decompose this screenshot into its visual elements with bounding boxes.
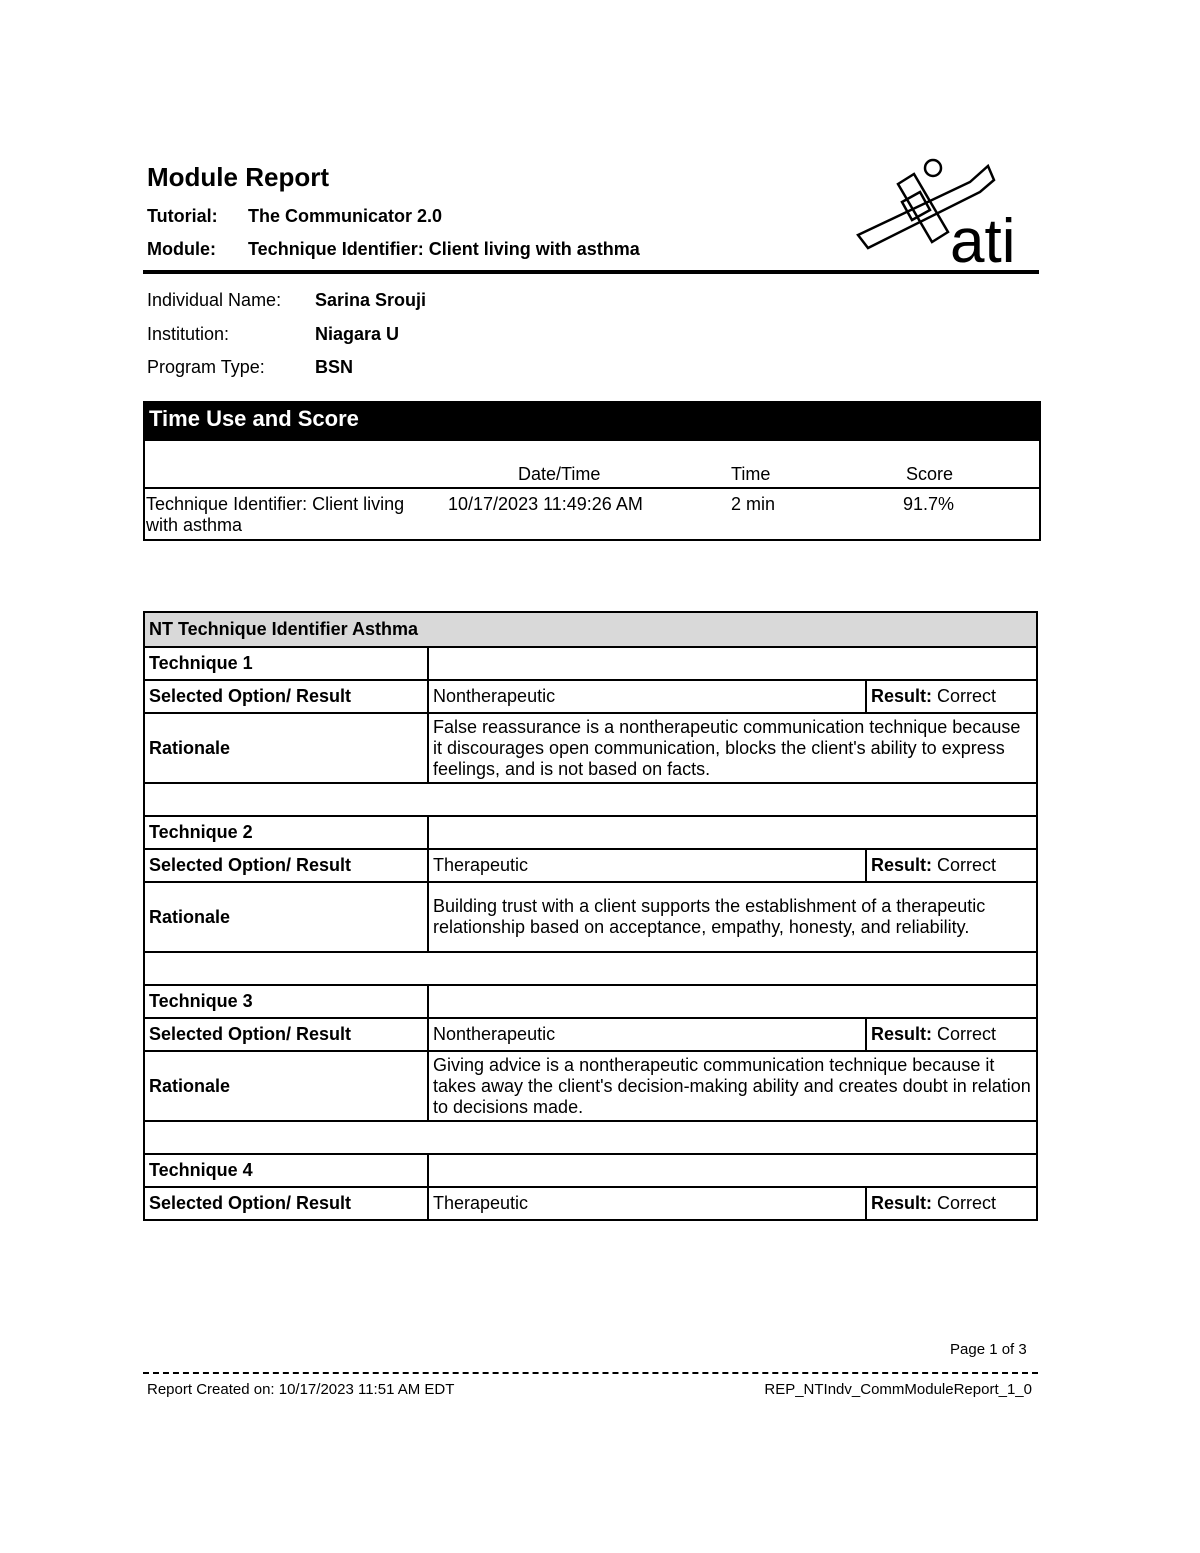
rationale-text: Building trust with a client supports the establishment of a therapeutic relationship based on acceptance, empathy, honesty, and reliability. <box>428 882 1037 952</box>
spacer-row <box>144 952 1037 985</box>
technique-table <box>143 611 1038 1221</box>
result-label: Result: <box>871 1193 933 1213</box>
selected-option-label: Selected Option/ Result <box>144 680 428 713</box>
result-value: Correct <box>937 1024 997 1044</box>
selected-option-label: Selected Option/ Result <box>144 849 428 882</box>
time-header: Time <box>731 464 771 484</box>
module-row <box>147 239 640 260</box>
result-label: Result: <box>871 686 933 706</box>
footer-divider <box>143 1372 1038 1374</box>
page-number: Page 1 of 3 <box>950 1341 1027 1358</box>
name-label: Individual Name: <box>147 290 282 310</box>
result-cell <box>866 1187 1037 1220</box>
spacer-row <box>144 1121 1037 1154</box>
rationale-label: Rationale <box>144 882 428 952</box>
time-use-title: Time Use and Score <box>143 401 1041 441</box>
spacer-row <box>144 783 1037 816</box>
rationale-text: False reassurance is a nontherapeutic communication technique because it discourages open communication, blocks the client's ability to express feelings, and is not based on facts. <box>428 713 1037 783</box>
technique-label: Technique 1 <box>144 647 428 680</box>
technique-label: Technique 2 <box>144 816 428 849</box>
result-value: Correct <box>937 855 997 875</box>
time-use-time: 2 min <box>731 494 776 514</box>
time-use-datetime: 10/17/2023 11:49:26 AM <box>448 494 643 514</box>
name-row <box>147 290 426 311</box>
result-value: Correct <box>937 686 997 706</box>
selected-option-label: Selected Option/ Result <box>144 1018 428 1051</box>
selected-option-label: Selected Option/ Result <box>144 1187 428 1220</box>
rationale-label: Rationale <box>144 713 428 783</box>
technique-table-title: NT Technique Identifier Asthma <box>144 612 1037 647</box>
report-id: REP_NTIndv_CommModuleReport_1_0 <box>764 1381 1032 1398</box>
page-title: Module Report <box>147 162 329 192</box>
module-label: Module: <box>147 239 216 259</box>
program-row <box>147 357 353 378</box>
technique-empty-cell <box>428 985 1037 1018</box>
technique-label: Technique 3 <box>144 985 428 1018</box>
time-use-score: 91.7% <box>903 494 955 514</box>
name-value: Sarina Srouji <box>315 290 427 310</box>
technique-empty-cell <box>428 816 1037 849</box>
result-cell <box>866 1018 1037 1051</box>
tutorial-row <box>147 206 442 227</box>
program-value: BSN <box>315 357 354 377</box>
ati-logo <box>850 150 1040 268</box>
selected-option-value: Nontherapeutic <box>428 680 866 713</box>
result-value: Correct <box>937 1193 997 1213</box>
institution-value: Niagara U <box>315 324 400 344</box>
result-label: Result: <box>871 1024 933 1044</box>
time-use-header-divider <box>143 487 1041 489</box>
technique-label: Technique 4 <box>144 1154 428 1187</box>
rationale-text: Giving advice is a nontherapeutic communication technique because it takes away the client's decision-making ability and creates doubt in relation to decisions made. <box>428 1051 1037 1121</box>
module-value: Technique Identifier: Client living with asthma <box>248 239 640 259</box>
tutorial-label: Tutorial: <box>147 206 218 226</box>
institution-row <box>147 324 399 345</box>
logo-text: ati <box>950 207 1016 268</box>
datetime-header: Date/Time <box>518 464 601 484</box>
institution-label: Institution: <box>147 324 230 344</box>
score-header: Score <box>906 464 954 484</box>
program-label: Program Type: <box>147 357 265 377</box>
header-rule <box>143 270 1039 274</box>
technique-empty-cell <box>428 647 1037 680</box>
result-label: Result: <box>871 855 933 875</box>
technique-empty-cell <box>428 1154 1037 1187</box>
selected-option-value: Therapeutic <box>428 849 866 882</box>
selected-option-value: Nontherapeutic <box>428 1018 866 1051</box>
tutorial-value: The Communicator 2.0 <box>248 206 443 226</box>
selected-option-value: Therapeutic <box>428 1187 866 1220</box>
report-created: Report Created on: 10/17/2023 11:51 AM EDT <box>147 1381 455 1398</box>
result-cell <box>866 849 1037 882</box>
rationale-label: Rationale <box>144 1051 428 1121</box>
result-cell <box>866 680 1037 713</box>
time-use-module-name: Technique Identifier: Client living with asthma <box>146 494 405 535</box>
